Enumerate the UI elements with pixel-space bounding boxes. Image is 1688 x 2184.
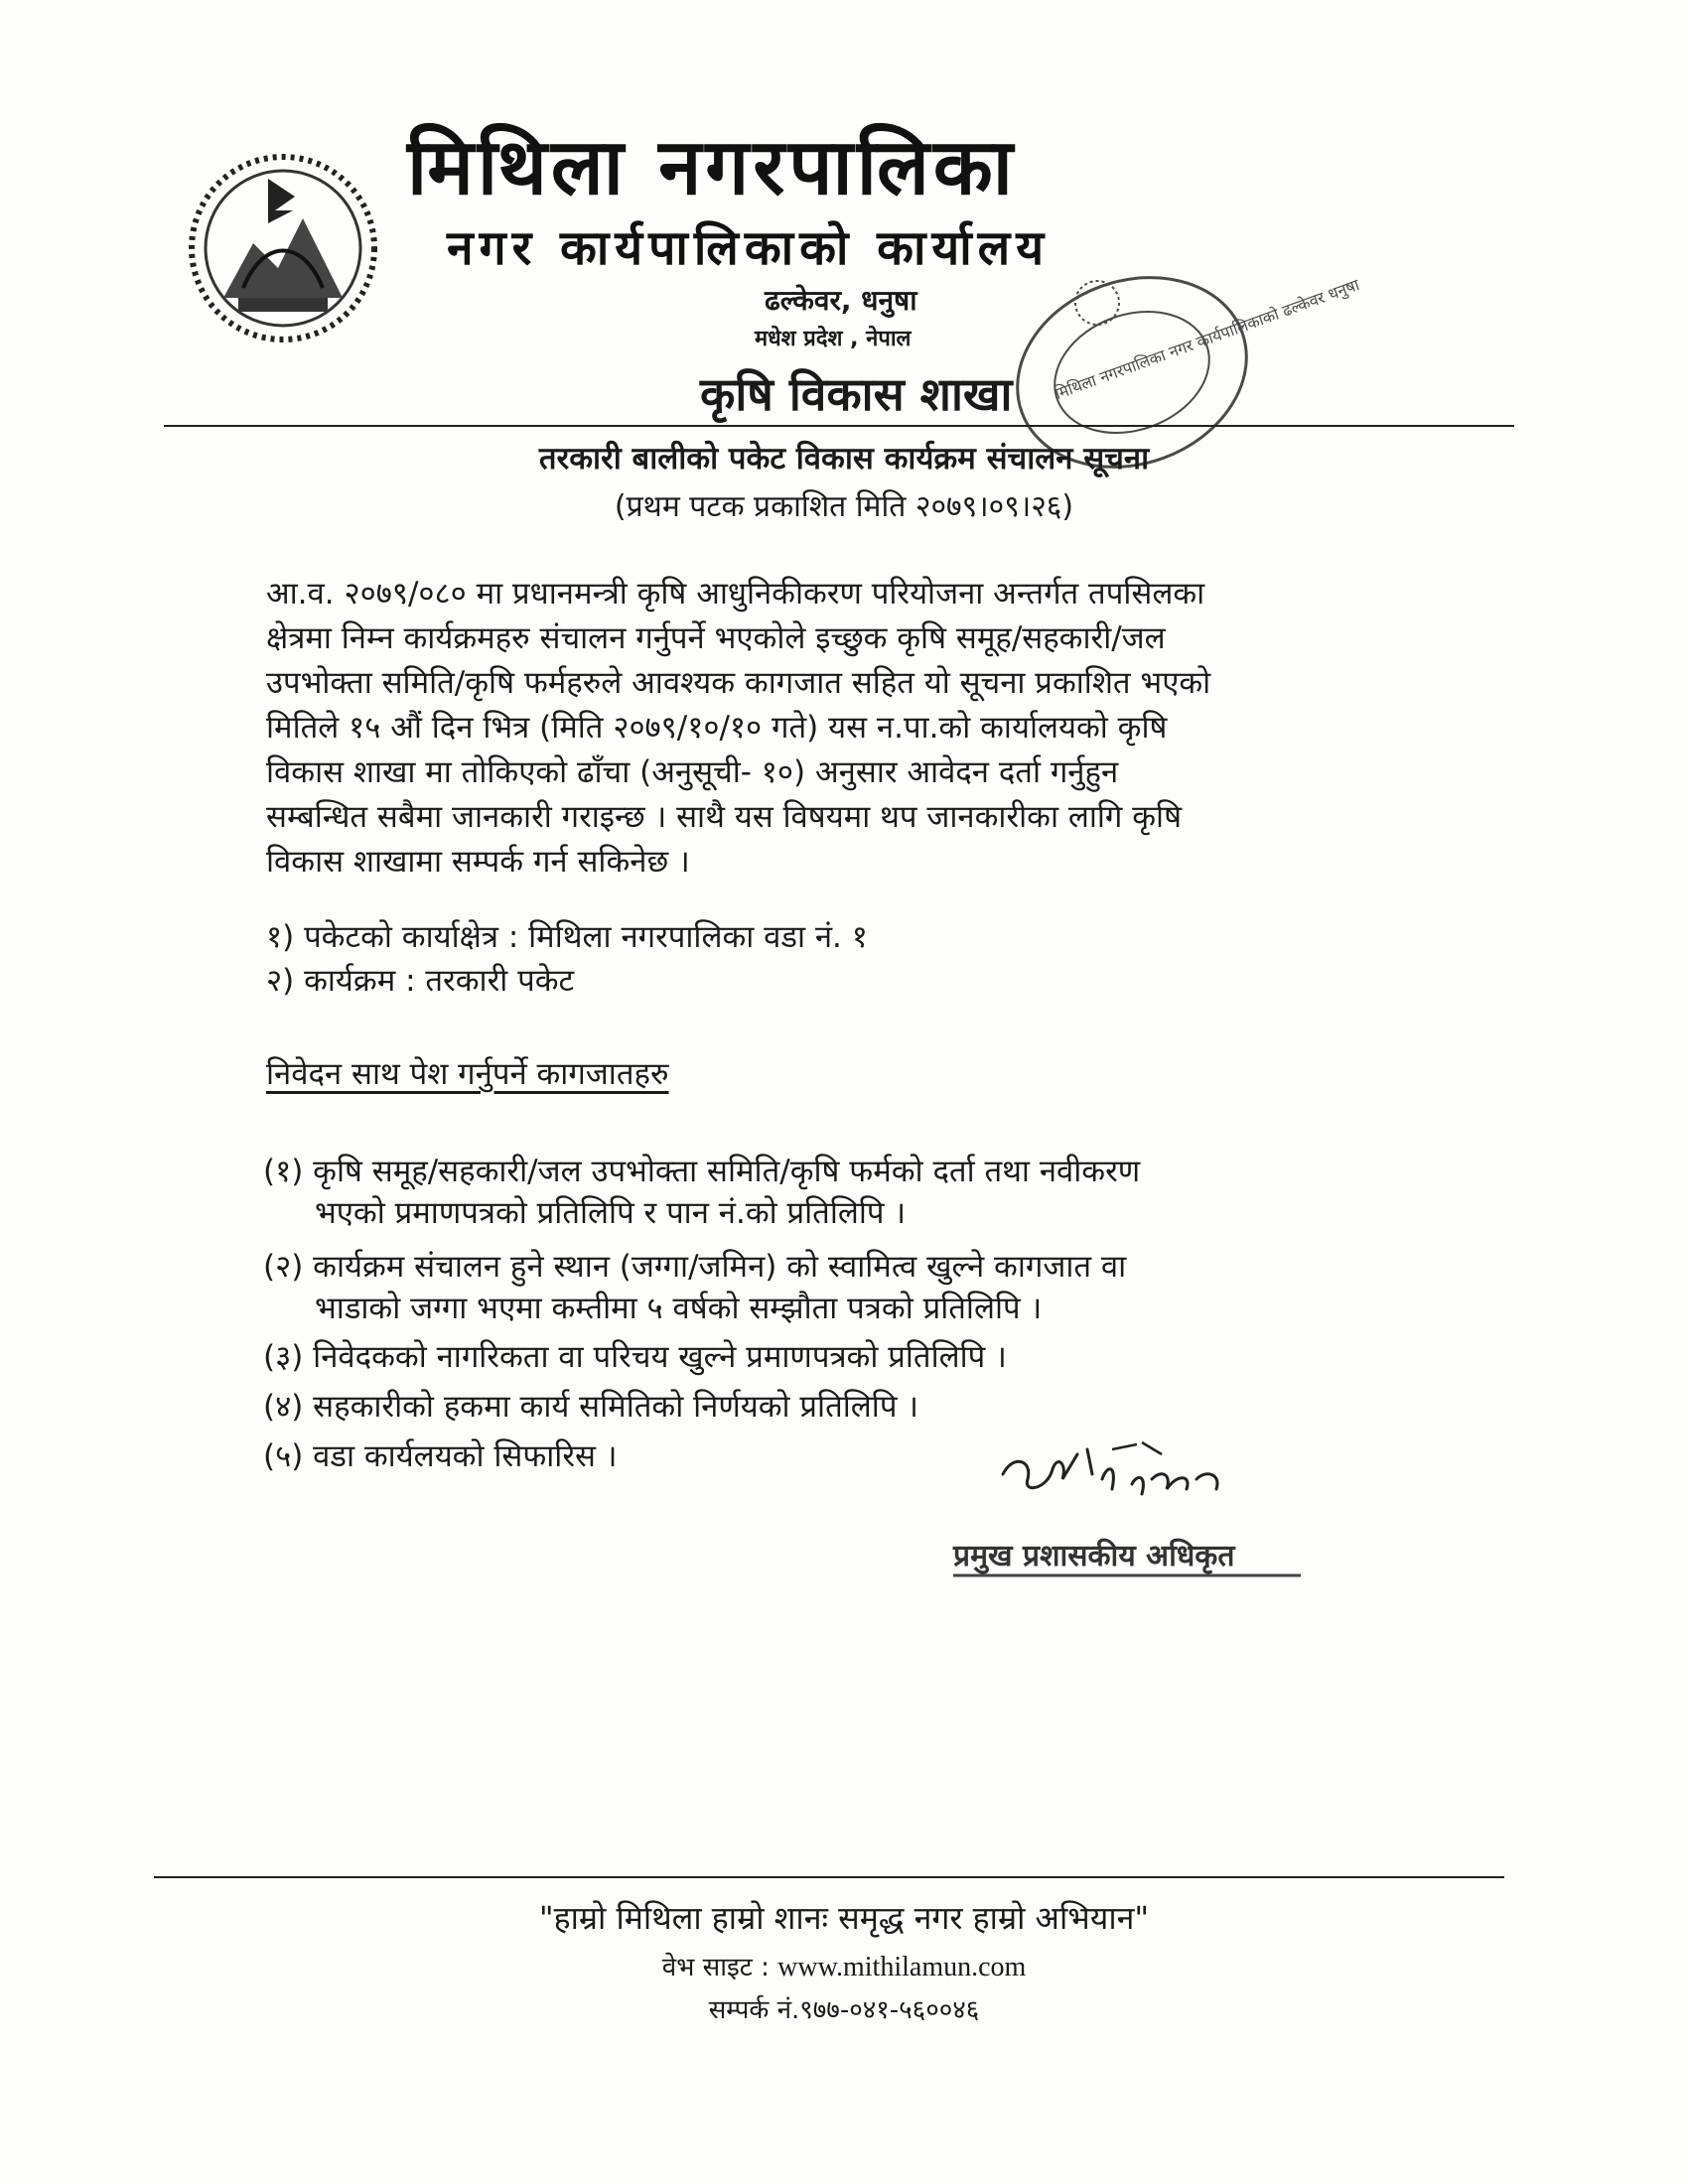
- signatory-title: प्रमुख प्रशासकीय अधिकृत: [953, 1539, 1235, 1573]
- program-area-item: १) पकेटको कार्याक्षेत्र : मिथिला नगरपालिका वडा नं. १: [266, 919, 868, 955]
- body-line: क्षेत्रमा निम्न कार्यक्रमहरु संचालन गर्नुपर्ने भएकोले इच्छुक कृषि समूह/सहकारी/जल: [266, 620, 1166, 656]
- branch-name: कृषि विकास शाखा: [700, 367, 1013, 421]
- document-item-text: भएको प्रमाणपत्रको प्रतिलिपि र पान नं.को प्रतिलिपि ।: [315, 1195, 907, 1231]
- address-district: ढल्केवर, धनुषा: [765, 284, 917, 317]
- document-item: (५) वडा कार्यलयको सिफारिस ।: [263, 1438, 618, 1474]
- footer-contact: सम्पर्क नं.९७७-०४१-५६००४६: [708, 1995, 980, 2025]
- published-date: (प्रथम पटक प्रकाशित मिति २०७९।०९।२६): [614, 489, 1074, 524]
- document-item: (३) निवेदकको नागरिकता वा परिचय खुल्ने प्रमाणपत्रको प्रतिलिपि ।: [263, 1339, 1007, 1375]
- header-divider: [164, 425, 1514, 427]
- document-item-text: भाडाको जग्गा भएमा कम्तीमा ५ वर्षको सम्झौता पत्रको प्रतिलिपि ।: [315, 1291, 1043, 1326]
- documents-heading: निवेदन साथ पेश गर्नुपर्ने कागजातहरु: [266, 1056, 669, 1092]
- footer-slogan: "हाम्रो मिथिला हाम्रो शानः समृद्ध नगर हाम्रो अभियान": [538, 1899, 1150, 1937]
- handwritten-signature: [993, 1434, 1251, 1514]
- body-line: सम्बन्धित सबैमा जानकारी गराइन्छ । साथै यस विषयमा थप जानकारीका लागि कृषि: [266, 799, 1182, 835]
- program-name-item: २) कार्यक्रम : तरकारी पकेट: [266, 963, 575, 999]
- body-line: मितिले १५ औं दिन भित्र (मिति २०७९/१०/१० गते) यस न.पा.को कार्यालयको कृषि: [266, 710, 1168, 746]
- office-subtitle: नगर कार्यपालिकाको कार्यालय: [447, 220, 1051, 276]
- stamp-text: मिथिला नगरपालिका नगर कार्यपालिकाको ढल्केवर धनुषा: [1052, 275, 1362, 404]
- nepal-government-emblem: [184, 149, 382, 347]
- notice-body: [266, 572, 1438, 885]
- signatory-title-stamp: [943, 1524, 1311, 1583]
- website-label: वेभ साइट :: [661, 1953, 778, 1982]
- document-item: [263, 1245, 1455, 1328]
- document-item: [263, 1150, 1455, 1233]
- address-province: मधेश प्रदेश , नेपाल: [755, 327, 912, 351]
- footer-divider: [154, 1876, 1504, 1878]
- footer-website: [0, 1948, 1688, 1983]
- body-line: विकास शाखामा सम्पर्क गर्न सकिनेछ ।: [266, 844, 690, 880]
- municipality-title: मिथिला नगरपालिका: [407, 122, 1017, 212]
- notice-heading: तरकारी बालीको पकेट विकास कार्यक्रम संचालन सूचना: [538, 441, 1150, 477]
- document-item: (४) सहकारीको हकमा कार्य समितिको निर्णयको प्रतिलिपि ।: [263, 1389, 919, 1425]
- website-link[interactable]: www.mithilamun.com: [777, 1952, 1027, 1982]
- document-item-text: (२) कार्यक्रम संचालन हुने स्थान (जग्गा/जमिन) को स्वामित्व खुल्ने कागजात वा: [263, 1249, 1127, 1285]
- body-line: विकास शाखा मा तोकिएको ढाँचा (अनुसूची- १०) अनुसार आवेदन दर्ता गर्नुहुन: [266, 754, 1119, 790]
- body-line: आ.व. २०७९/०८० मा प्रधानमन्त्री कृषि आधुनिकीकरण परियोजना अन्तर्गत तपसिलका: [266, 576, 1205, 612]
- document-item-text: (१) कृषि समूह/सहकारी/जल उपभोक्ता समिति/कृषि फर्मको दर्ता तथा नवीकरण: [263, 1154, 1141, 1189]
- body-line: उपभोक्ता समिति/कृषि फर्महरुले आवश्यक कागजात सहित यो सूचना प्रकाशित भएको: [266, 665, 1211, 701]
